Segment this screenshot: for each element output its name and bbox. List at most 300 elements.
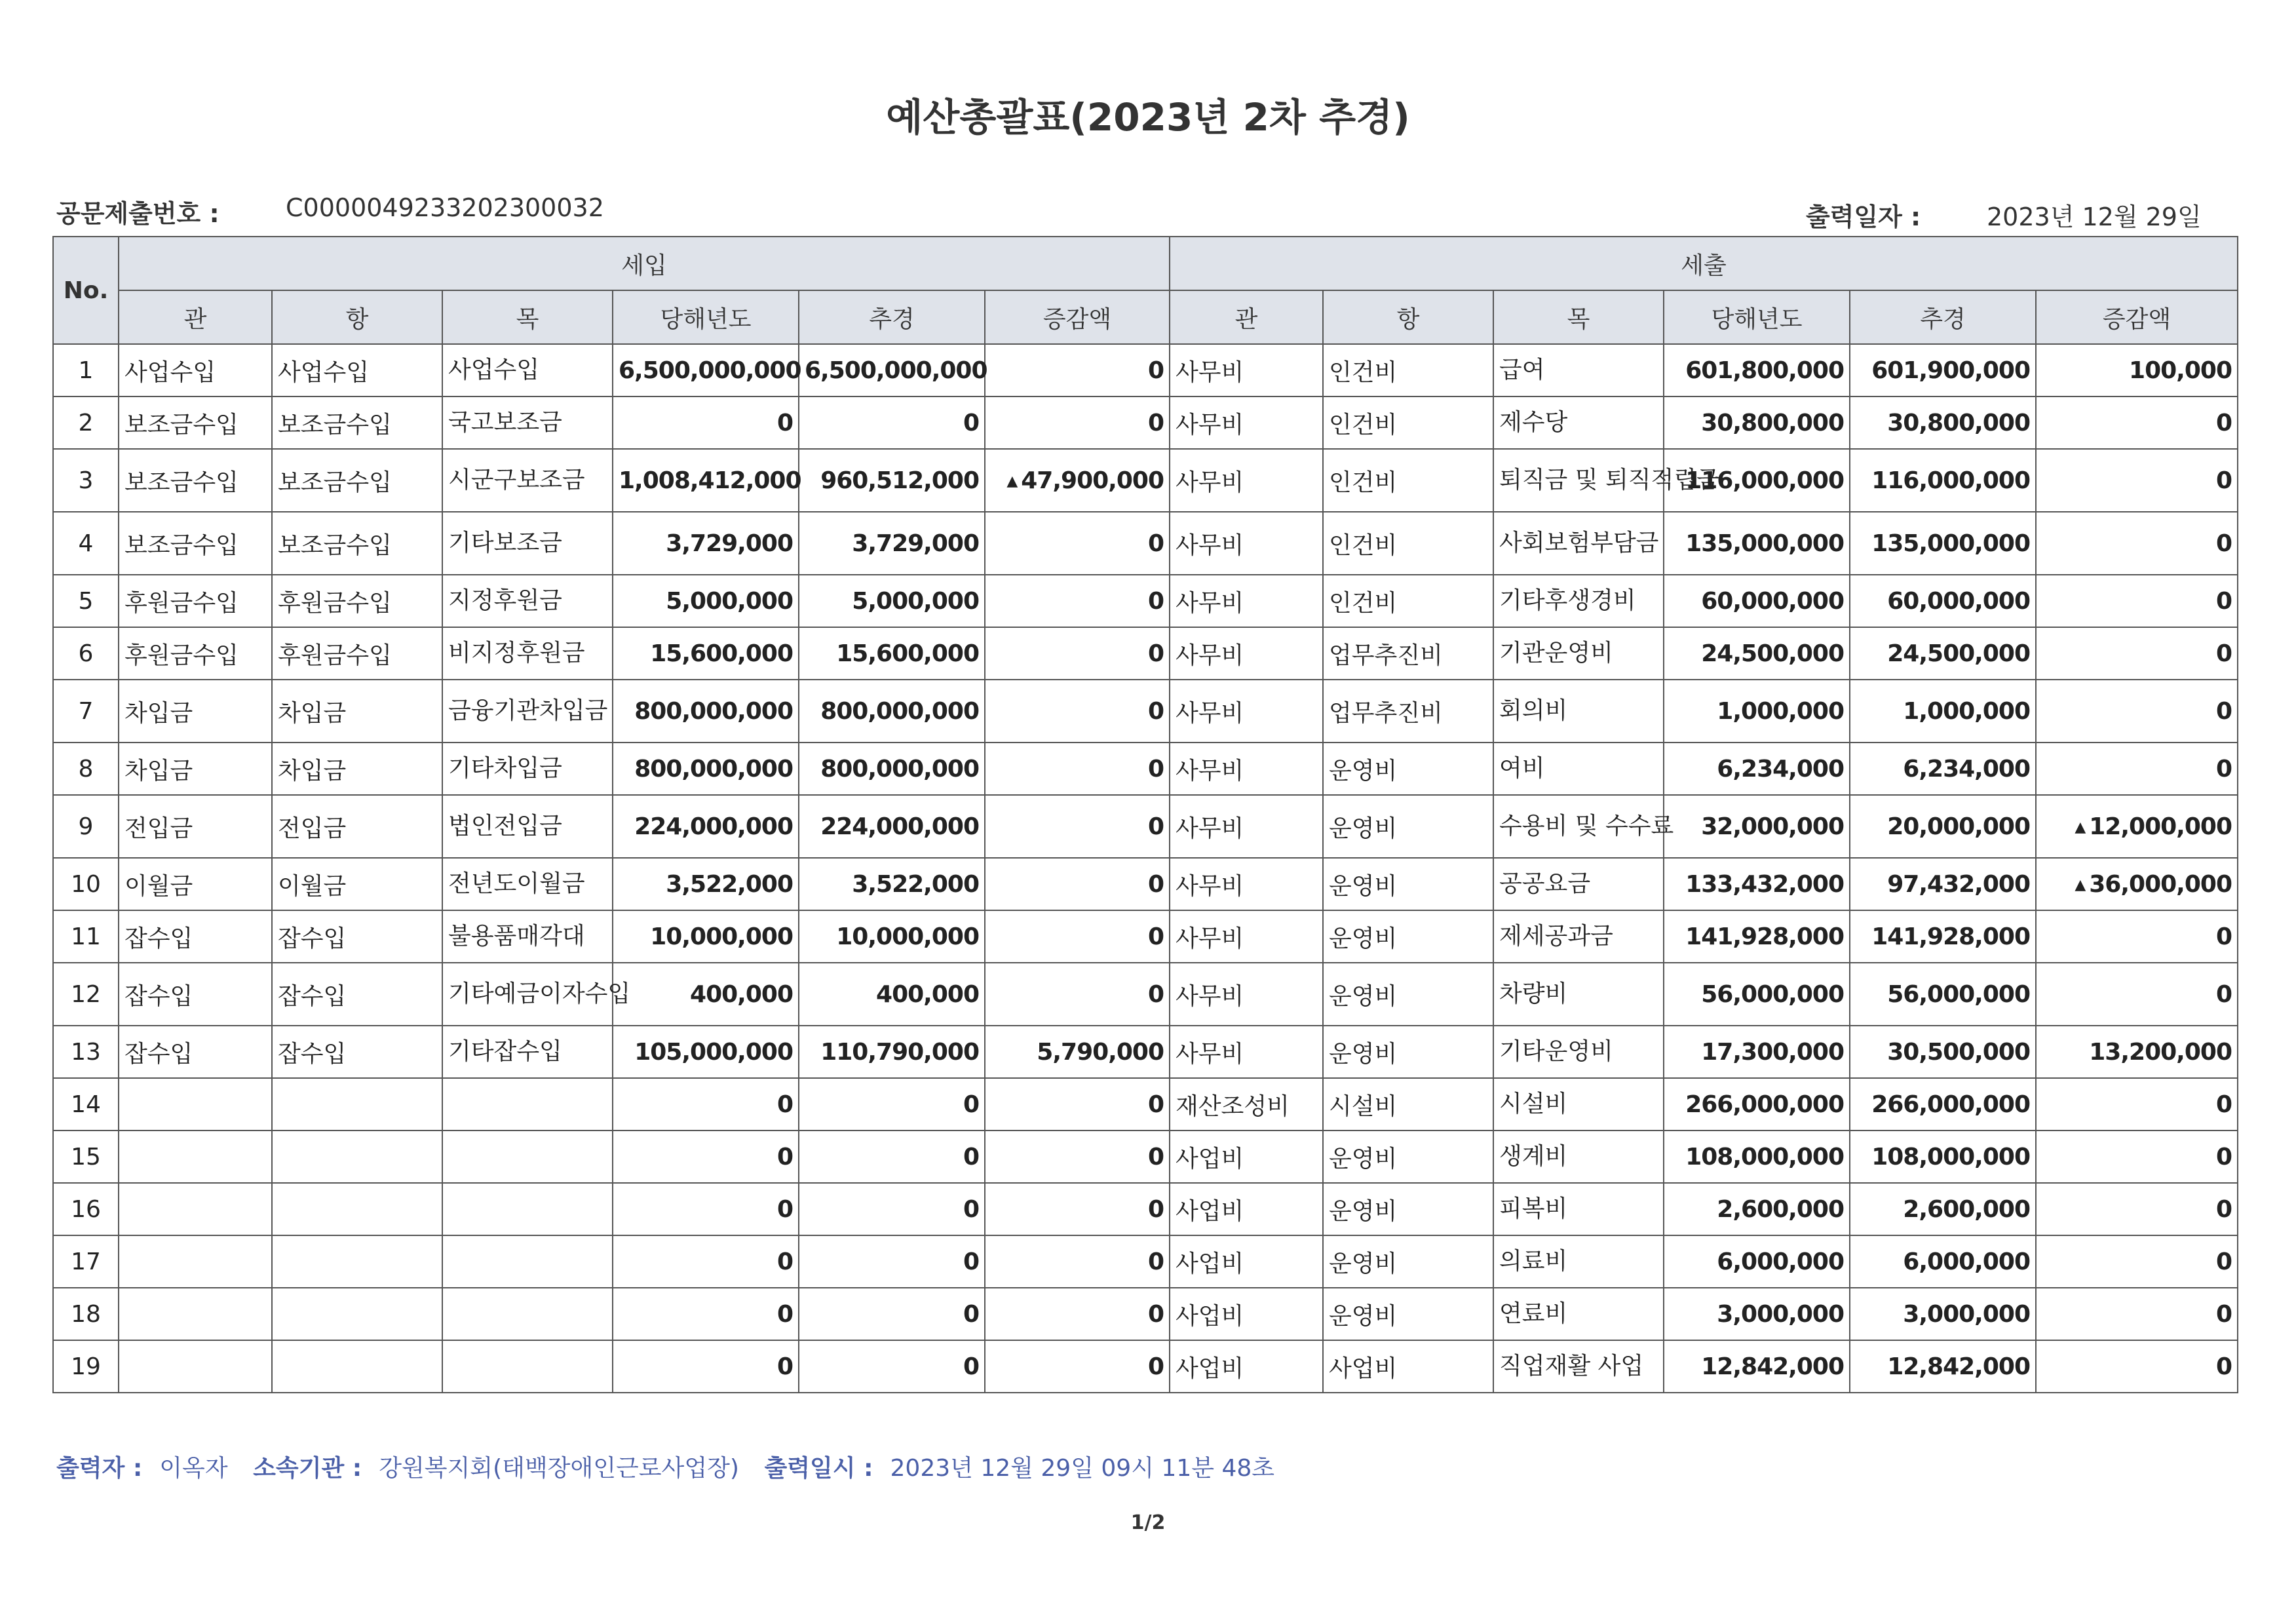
expense-revised-value: 60,000,000	[1887, 587, 2030, 615]
income-hang-value: 후원금수입	[278, 642, 392, 669]
expense-diff-cell	[2036, 1183, 2238, 1235]
expense-gwan-cell	[1170, 1183, 1323, 1235]
header-income-current: 당해년도	[613, 290, 799, 344]
expense-revised-cell	[1850, 680, 2036, 743]
expense-current-value: 17,300,000	[1701, 1038, 1844, 1066]
expense-current-cell	[1664, 743, 1850, 795]
table-row	[53, 858, 2238, 910]
income-gwan-value: 보조금수입	[124, 532, 239, 559]
expense-mok-value: 생계비	[1499, 1143, 1568, 1170]
expense-hang-value: 사업비	[1329, 1355, 1398, 1382]
expense-revised-value: 116,000,000	[1871, 467, 2030, 494]
expense-gwan-cell	[1170, 1340, 1323, 1393]
row-number-cell	[53, 1183, 119, 1235]
income-revised-value: 0	[963, 1353, 979, 1380]
expense-mok-cell	[1493, 795, 1674, 858]
income-mok-cell	[442, 1183, 613, 1235]
income-revised-value: 6,500,000,000	[805, 357, 987, 384]
income-revised-cell	[799, 1340, 985, 1393]
income-mok-cell	[442, 627, 613, 680]
income-current-value: 0	[776, 1143, 793, 1170]
income-gwan-value: 후원금수입	[124, 589, 239, 617]
expense-gwan-cell	[1170, 512, 1323, 575]
expense-revised-value: 108,000,000	[1871, 1143, 2030, 1170]
income-hang-cell	[272, 1131, 442, 1183]
income-diff-value: 0	[1147, 697, 1164, 725]
income-hang-cell	[272, 858, 442, 910]
expense-current-cell	[1664, 1235, 1850, 1288]
expense-gwan-value: 사업비	[1176, 1145, 1244, 1172]
income-hang-value: 보조금수입	[278, 532, 392, 559]
income-mok-cell	[442, 680, 613, 743]
row-number-cell	[53, 1131, 119, 1183]
income-revised-cell	[799, 396, 985, 449]
income-diff-value: 0	[1147, 980, 1164, 1008]
expense-gwan-cell	[1170, 344, 1323, 396]
income-mok-cell	[442, 858, 613, 910]
income-current-cell	[613, 743, 799, 795]
income-diff-cell	[985, 627, 1170, 680]
income-current-cell	[613, 1183, 799, 1235]
income-revised-value: 224,000,000	[820, 813, 979, 840]
table-row	[53, 743, 2238, 795]
decrease-marker-icon: ▲	[1006, 473, 1018, 490]
expense-current-value: 141,928,000	[1685, 923, 1844, 950]
income-diff-cell	[985, 795, 1170, 858]
income-current-cell	[613, 627, 799, 680]
expense-diff-value: 100,000	[2129, 357, 2232, 384]
expense-mok-cell	[1493, 1131, 1664, 1183]
income-revised-cell	[799, 963, 985, 1026]
income-diff-value: 0	[1147, 587, 1164, 615]
expense-mok-value: 기관운영비	[1499, 640, 1613, 667]
income-mok-value: 기타차입금	[448, 755, 562, 782]
income-current-value: 0	[776, 1300, 793, 1328]
income-diff-value: 0	[1147, 1353, 1164, 1380]
income-current-value: 10,000,000	[650, 923, 793, 950]
income-current-value: 15,600,000	[650, 640, 793, 667]
table-row	[53, 575, 2238, 627]
row-number-value: 15	[71, 1143, 101, 1170]
table-row	[53, 449, 2238, 512]
expense-diff-value: 0	[2215, 923, 2232, 950]
table-row	[53, 627, 2238, 680]
row-number-cell	[53, 858, 119, 910]
income-hang-cell	[272, 680, 442, 743]
expense-current-value: 12,842,000	[1701, 1353, 1844, 1380]
expense-revised-cell	[1850, 743, 2036, 795]
income-gwan-cell	[119, 449, 272, 512]
income-current-value: 0	[776, 1091, 793, 1118]
expense-current-value: 24,500,000	[1701, 640, 1844, 667]
income-revised-value: 10,000,000	[836, 923, 979, 950]
expense-diff-value: 0	[2215, 640, 2232, 667]
income-gwan-value: 차입금	[124, 757, 193, 784]
expense-mok-value: 수용비 및 수수료	[1499, 813, 1674, 840]
income-diff-cell	[985, 910, 1170, 963]
expense-gwan-cell	[1170, 396, 1323, 449]
expense-gwan-value: 사업비	[1176, 1302, 1244, 1330]
row-number-cell	[53, 627, 119, 680]
table-row	[53, 396, 2238, 449]
expense-mok-value: 기타운영비	[1499, 1038, 1613, 1065]
income-mok-cell	[442, 396, 613, 449]
expense-hang-cell	[1323, 1288, 1493, 1340]
income-hang-cell	[272, 512, 442, 575]
table-row	[53, 680, 2238, 743]
expense-hang-cell	[1323, 858, 1493, 910]
income-gwan-cell	[119, 910, 272, 963]
page-title: 예산총괄표(2023년 2차 추경)	[886, 95, 1410, 140]
expense-current-cell	[1664, 858, 1850, 910]
expense-gwan-value: 사무비	[1176, 642, 1244, 669]
income-revised-cell	[799, 910, 985, 963]
expense-revised-cell	[1850, 1288, 2036, 1340]
expense-mok-value: 차량비	[1499, 980, 1568, 1007]
income-revised-cell	[799, 680, 985, 743]
header-income-mok: 목	[442, 290, 613, 344]
expense-current-cell	[1664, 1026, 1850, 1078]
income-mok-cell	[442, 1026, 613, 1078]
income-hang-cell	[272, 1183, 442, 1235]
expense-diff-value: 0	[2215, 1143, 2232, 1170]
expense-hang-cell	[1323, 1026, 1493, 1078]
income-gwan-cell	[119, 858, 272, 910]
expense-mok-value: 연료비	[1499, 1300, 1568, 1327]
income-diff-cell	[985, 1340, 1170, 1393]
expense-current-cell	[1664, 1183, 1850, 1235]
income-revised-value: 0	[963, 1143, 979, 1170]
income-hang-value: 보조금수입	[278, 411, 392, 438]
income-current-cell	[613, 344, 799, 396]
income-current-cell	[613, 396, 799, 449]
expense-diff-cell	[2036, 1288, 2238, 1340]
row-number-value: 12	[71, 980, 101, 1008]
income-revised-cell	[799, 449, 985, 512]
expense-mok-cell	[1493, 1026, 1664, 1078]
header-expense-revised: 추경	[1850, 290, 2036, 344]
income-mok-cell	[442, 344, 613, 396]
expense-current-value: 133,432,000	[1685, 870, 1844, 898]
expense-hang-cell	[1323, 396, 1493, 449]
income-current-value: 0	[776, 409, 793, 436]
expense-gwan-cell	[1170, 1026, 1323, 1078]
expense-mok-value: 퇴직금 및 퇴직적립금	[1499, 467, 1719, 493]
income-diff-cell	[985, 1131, 1170, 1183]
expense-current-cell	[1664, 910, 1850, 963]
expense-gwan-cell	[1170, 575, 1323, 627]
income-mok-cell	[442, 449, 613, 512]
row-number-cell	[53, 1026, 119, 1078]
income-diff-cell	[985, 344, 1170, 396]
row-number-cell	[53, 396, 119, 449]
expense-gwan-value: 사무비	[1176, 358, 1244, 386]
income-mok-cell	[442, 743, 613, 795]
expense-hang-value: 운영비	[1329, 815, 1398, 842]
expense-mok-value: 피복비	[1499, 1195, 1568, 1222]
expense-revised-cell	[1850, 910, 2036, 963]
income-gwan-value: 잡수입	[124, 982, 193, 1010]
expense-current-value: 601,800,000	[1685, 357, 1844, 384]
expense-current-value: 135,000,000	[1685, 530, 1844, 557]
header-no: No.	[53, 237, 119, 344]
row-number-value: 7	[78, 697, 94, 725]
expense-diff-value: 0	[2215, 755, 2232, 783]
expense-diff-value: 0	[2215, 1091, 2232, 1118]
income-revised-cell	[799, 1288, 985, 1340]
income-diff-cell	[985, 575, 1170, 627]
row-number-cell	[53, 1340, 119, 1393]
expense-gwan-cell	[1170, 449, 1323, 512]
expense-diff-cell	[2036, 1235, 2238, 1288]
header-income: 세입	[119, 237, 1170, 290]
row-number-value: 3	[78, 467, 94, 494]
expense-hang-cell	[1323, 1340, 1493, 1393]
expense-hang-value: 운영비	[1329, 872, 1398, 900]
expense-mok-cell	[1493, 627, 1664, 680]
row-number-value: 1	[78, 357, 94, 384]
income-revised-cell	[799, 858, 985, 910]
expense-revised-cell	[1850, 1131, 2036, 1183]
income-mok-value: 기타잡수입	[448, 1038, 562, 1065]
expense-mok-cell	[1493, 1288, 1664, 1340]
expense-mok-cell	[1493, 910, 1664, 963]
income-current-cell	[613, 795, 799, 858]
expense-revised-cell	[1850, 795, 2036, 858]
expense-gwan-value: 재산조성비	[1176, 1092, 1290, 1120]
income-mok-value: 국고보조금	[448, 409, 562, 436]
table-row	[53, 1131, 2238, 1183]
expense-diff-cell	[2036, 1026, 2238, 1078]
printer-name: 이옥자	[159, 1455, 228, 1482]
income-revised-value: 960,512,000	[820, 467, 979, 494]
income-diff-cell	[985, 449, 1170, 512]
row-number-cell	[53, 449, 119, 512]
income-mok-value: 법인전입금	[448, 813, 562, 840]
expense-current-cell	[1664, 396, 1850, 449]
income-hang-value: 잡수입	[278, 1040, 347, 1068]
expense-mok-cell	[1493, 396, 1664, 449]
income-current-value: 224,000,000	[634, 813, 793, 840]
expense-current-cell	[1664, 963, 1850, 1026]
expense-revised-value: 1,000,000	[1903, 697, 2030, 725]
expense-hang-cell	[1323, 512, 1493, 575]
row-number-cell	[53, 910, 119, 963]
expense-hang-cell	[1323, 743, 1493, 795]
income-gwan-cell	[119, 1235, 272, 1288]
expense-gwan-value: 사무비	[1176, 589, 1244, 617]
expense-gwan-cell	[1170, 1131, 1323, 1183]
expense-current-value: 6,234,000	[1717, 755, 1844, 783]
expense-gwan-value: 사무비	[1176, 872, 1244, 900]
expense-gwan-value: 사무비	[1176, 411, 1244, 438]
income-diff-value: 47,900,000	[1021, 467, 1164, 494]
expense-revised-cell	[1850, 512, 2036, 575]
expense-current-value: 56,000,000	[1701, 980, 1844, 1008]
expense-mok-cell	[1493, 1340, 1664, 1393]
expense-diff-value: 0	[2215, 587, 2232, 615]
expense-revised-value: 266,000,000	[1871, 1091, 2030, 1118]
income-gwan-cell	[119, 963, 272, 1026]
row-number-value: 10	[71, 870, 101, 898]
income-mok-value: 지정후원금	[448, 587, 562, 614]
expense-diff-value: 0	[2215, 1300, 2232, 1328]
expense-diff-cell	[2036, 1078, 2238, 1131]
income-current-cell	[613, 1340, 799, 1393]
expense-diff-value: 0	[2215, 530, 2232, 557]
expense-hang-value: 운영비	[1329, 1250, 1398, 1277]
expense-diff-value: 0	[2215, 1195, 2232, 1223]
income-current-value: 105,000,000	[634, 1038, 793, 1066]
expense-current-cell	[1664, 575, 1850, 627]
expense-revised-value: 135,000,000	[1871, 530, 2030, 557]
print-date-value: 2023년 12월 29일	[1987, 203, 2202, 231]
expense-diff-cell	[2036, 1340, 2238, 1393]
income-gwan-cell	[119, 743, 272, 795]
row-number-cell	[53, 1078, 119, 1131]
expense-diff-cell	[2036, 344, 2238, 396]
expense-gwan-cell	[1170, 1288, 1323, 1340]
expense-diff-cell	[2036, 449, 2238, 512]
expense-current-cell	[1664, 1288, 1850, 1340]
expense-hang-cell	[1323, 1078, 1493, 1131]
expense-hang-value: 인건비	[1329, 589, 1398, 617]
expense-revised-value: 30,800,000	[1887, 409, 2030, 436]
income-diff-cell	[985, 680, 1170, 743]
expense-gwan-cell	[1170, 743, 1323, 795]
income-hang-cell	[272, 1340, 442, 1393]
expense-mok-value: 시설비	[1499, 1091, 1568, 1117]
row-number-cell	[53, 575, 119, 627]
row-number-value: 16	[71, 1195, 101, 1223]
print-time: 2023년 12월 29일 09시 11분 48초	[890, 1455, 1275, 1482]
expense-gwan-value: 사무비	[1176, 757, 1244, 784]
income-current-cell	[613, 449, 799, 512]
expense-gwan-value: 사무비	[1176, 1040, 1244, 1068]
table-row	[53, 1183, 2238, 1235]
expense-revised-value: 56,000,000	[1887, 980, 2030, 1008]
expense-mok-cell	[1493, 575, 1664, 627]
row-number-value: 4	[78, 530, 94, 557]
expense-diff-value: 36,000,000	[2089, 870, 2232, 898]
header-income-hang: 항	[272, 290, 442, 344]
income-revised-cell	[799, 1078, 985, 1131]
expense-mok-value: 급여	[1499, 357, 1545, 383]
expense-diff-value: 13,200,000	[2089, 1038, 2232, 1066]
expense-hang-cell	[1323, 795, 1493, 858]
expense-hang-value: 운영비	[1329, 1145, 1398, 1172]
income-current-value: 800,000,000	[634, 755, 793, 783]
income-gwan-cell	[119, 1340, 272, 1393]
expense-gwan-value: 사무비	[1176, 699, 1244, 727]
table-row	[53, 512, 2238, 575]
expense-revised-value: 3,000,000	[1903, 1300, 2030, 1328]
income-mok-cell	[442, 1288, 613, 1340]
income-diff-value: 0	[1147, 870, 1164, 898]
expense-mok-cell	[1493, 449, 1719, 512]
income-mok-value: 전년도이월금	[448, 870, 585, 897]
expense-current-value: 6,000,000	[1717, 1248, 1844, 1275]
table-row	[53, 1340, 2238, 1393]
income-gwan-cell	[119, 396, 272, 449]
expense-current-value: 116,000,000	[1685, 467, 1844, 494]
income-mok-value: 시군구보조금	[448, 467, 585, 493]
row-number-cell	[53, 1288, 119, 1340]
income-diff-cell	[985, 1288, 1170, 1340]
income-mok-value: 기타보조금	[448, 530, 562, 556]
expense-current-cell	[1664, 627, 1850, 680]
income-revised-cell	[799, 627, 985, 680]
income-revised-cell	[799, 344, 985, 396]
expense-diff-cell	[2036, 743, 2238, 795]
print-time-label: 출력일시 :	[764, 1455, 873, 1482]
table-row	[53, 963, 2238, 1026]
row-number-value: 5	[78, 587, 94, 615]
income-diff-value: 0	[1147, 357, 1164, 384]
expense-diff-value: 0	[2215, 980, 2232, 1008]
income-gwan-value: 사업수입	[124, 358, 216, 386]
expense-revised-value: 24,500,000	[1887, 640, 2030, 667]
expense-gwan-value: 사무비	[1176, 925, 1244, 952]
expense-hang-cell	[1323, 627, 1493, 680]
expense-current-value: 32,000,000	[1701, 813, 1844, 840]
income-revised-value: 0	[963, 409, 979, 436]
row-number-cell	[53, 1235, 119, 1288]
income-diff-value: 0	[1147, 640, 1164, 667]
income-revised-cell	[799, 1131, 985, 1183]
row-number-cell	[53, 795, 119, 858]
expense-revised-cell	[1850, 1183, 2036, 1235]
table-row	[53, 795, 2238, 858]
income-diff-value: 0	[1147, 923, 1164, 950]
income-current-cell	[613, 910, 799, 963]
income-hang-cell	[272, 1078, 442, 1131]
income-mok-cell	[442, 963, 631, 1026]
expense-current-value: 2,600,000	[1717, 1195, 1844, 1223]
income-gwan-cell	[119, 1131, 272, 1183]
income-hang-cell	[272, 795, 442, 858]
income-current-value: 0	[776, 1248, 793, 1275]
header-expense-hang: 항	[1323, 290, 1493, 344]
income-hang-cell	[272, 910, 442, 963]
row-number-value: 8	[78, 755, 94, 783]
expense-hang-cell	[1323, 1131, 1493, 1183]
row-number-cell	[53, 512, 119, 575]
expense-revised-value: 30,500,000	[1887, 1038, 2030, 1066]
income-current-cell	[613, 575, 799, 627]
expense-current-value: 1,000,000	[1717, 697, 1844, 725]
income-hang-value: 차입금	[278, 757, 347, 784]
income-diff-cell	[985, 1026, 1170, 1078]
expense-hang-cell	[1323, 344, 1493, 396]
income-revised-cell	[799, 1026, 985, 1078]
header-expense-gwan: 관	[1170, 290, 1323, 344]
income-diff-value: 0	[1147, 1091, 1164, 1118]
expense-revised-cell	[1850, 858, 2036, 910]
income-hang-cell	[272, 449, 442, 512]
expense-mok-value: 기타후생경비	[1499, 587, 1636, 614]
budget-summary-table	[52, 236, 2238, 1393]
expense-mok-value: 직업재활 사업	[1499, 1353, 1644, 1380]
income-current-cell	[613, 1288, 799, 1340]
expense-hang-value: 인건비	[1329, 358, 1398, 386]
expense-diff-cell	[2036, 396, 2238, 449]
expense-gwan-cell	[1170, 1235, 1323, 1288]
expense-hang-cell	[1323, 910, 1493, 963]
expense-mok-cell	[1493, 963, 1664, 1026]
expense-revised-value: 601,900,000	[1871, 357, 2030, 384]
income-mok-value: 기타예금이자수입	[448, 980, 631, 1007]
